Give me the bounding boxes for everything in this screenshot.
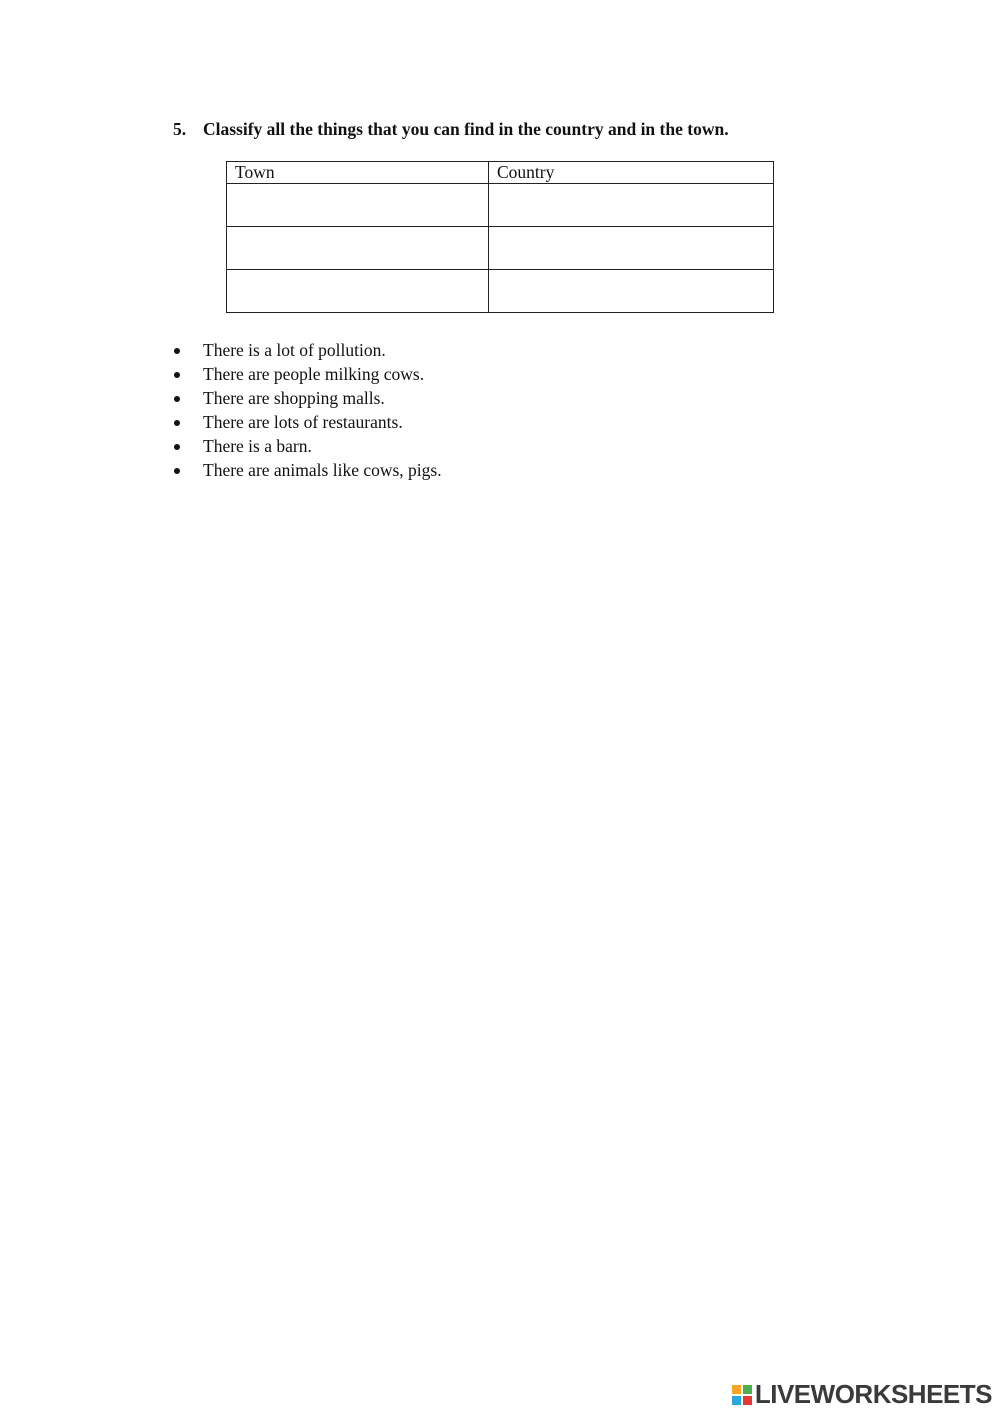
- bullet-icon: [174, 420, 180, 426]
- table-row: [227, 270, 774, 313]
- town-answer-cell[interactable]: [227, 270, 489, 313]
- country-answer-cell[interactable]: [489, 270, 774, 313]
- statement-item[interactable]: [173, 434, 442, 458]
- bullet-icon: [174, 348, 180, 354]
- liveworksheets-logo-icon: [732, 1385, 752, 1405]
- bullet-icon: [174, 444, 180, 450]
- statement-item[interactable]: [173, 338, 442, 362]
- statement-text: There are people milking cows.: [203, 364, 425, 384]
- statement-text: There is a barn.: [203, 436, 312, 456]
- bullet-icon: [174, 372, 180, 378]
- statement-item[interactable]: [173, 386, 442, 410]
- statement-item[interactable]: [173, 410, 442, 434]
- logo-square: [732, 1396, 741, 1405]
- watermark-text: LIVEWORKSHEETS: [754, 1379, 992, 1409]
- bullet-icon: [174, 396, 180, 402]
- table-header-row: [227, 162, 774, 184]
- town-answer-cell[interactable]: [227, 227, 489, 270]
- question-number: 5.: [173, 119, 187, 139]
- country-answer-cell[interactable]: [489, 227, 774, 270]
- logo-square: [743, 1385, 752, 1394]
- statement-text: There are lots of restaurants.: [203, 412, 403, 432]
- statement-item[interactable]: [173, 458, 442, 482]
- country-answer-cell[interactable]: [489, 184, 774, 227]
- statement-text: There are animals like cows, pigs.: [203, 460, 442, 480]
- liveworksheets-watermark: [732, 1379, 992, 1410]
- town-answer-cell[interactable]: [227, 184, 489, 227]
- header-country: Country: [489, 162, 774, 184]
- classify-table: [226, 161, 774, 313]
- question-text: Classify all the things that you can find in the country and in the town.: [203, 119, 729, 139]
- statement-list: [173, 338, 442, 482]
- header-town: Town: [227, 162, 489, 184]
- bullet-icon: [174, 468, 180, 474]
- statement-text: There are shopping malls.: [203, 388, 385, 408]
- table-row: [227, 227, 774, 270]
- question-heading: [173, 119, 729, 140]
- statement-text: There is a lot of pollution.: [203, 340, 386, 360]
- table-row: [227, 184, 774, 227]
- logo-square: [732, 1385, 741, 1394]
- logo-square: [743, 1396, 752, 1405]
- statement-item[interactable]: [173, 362, 442, 386]
